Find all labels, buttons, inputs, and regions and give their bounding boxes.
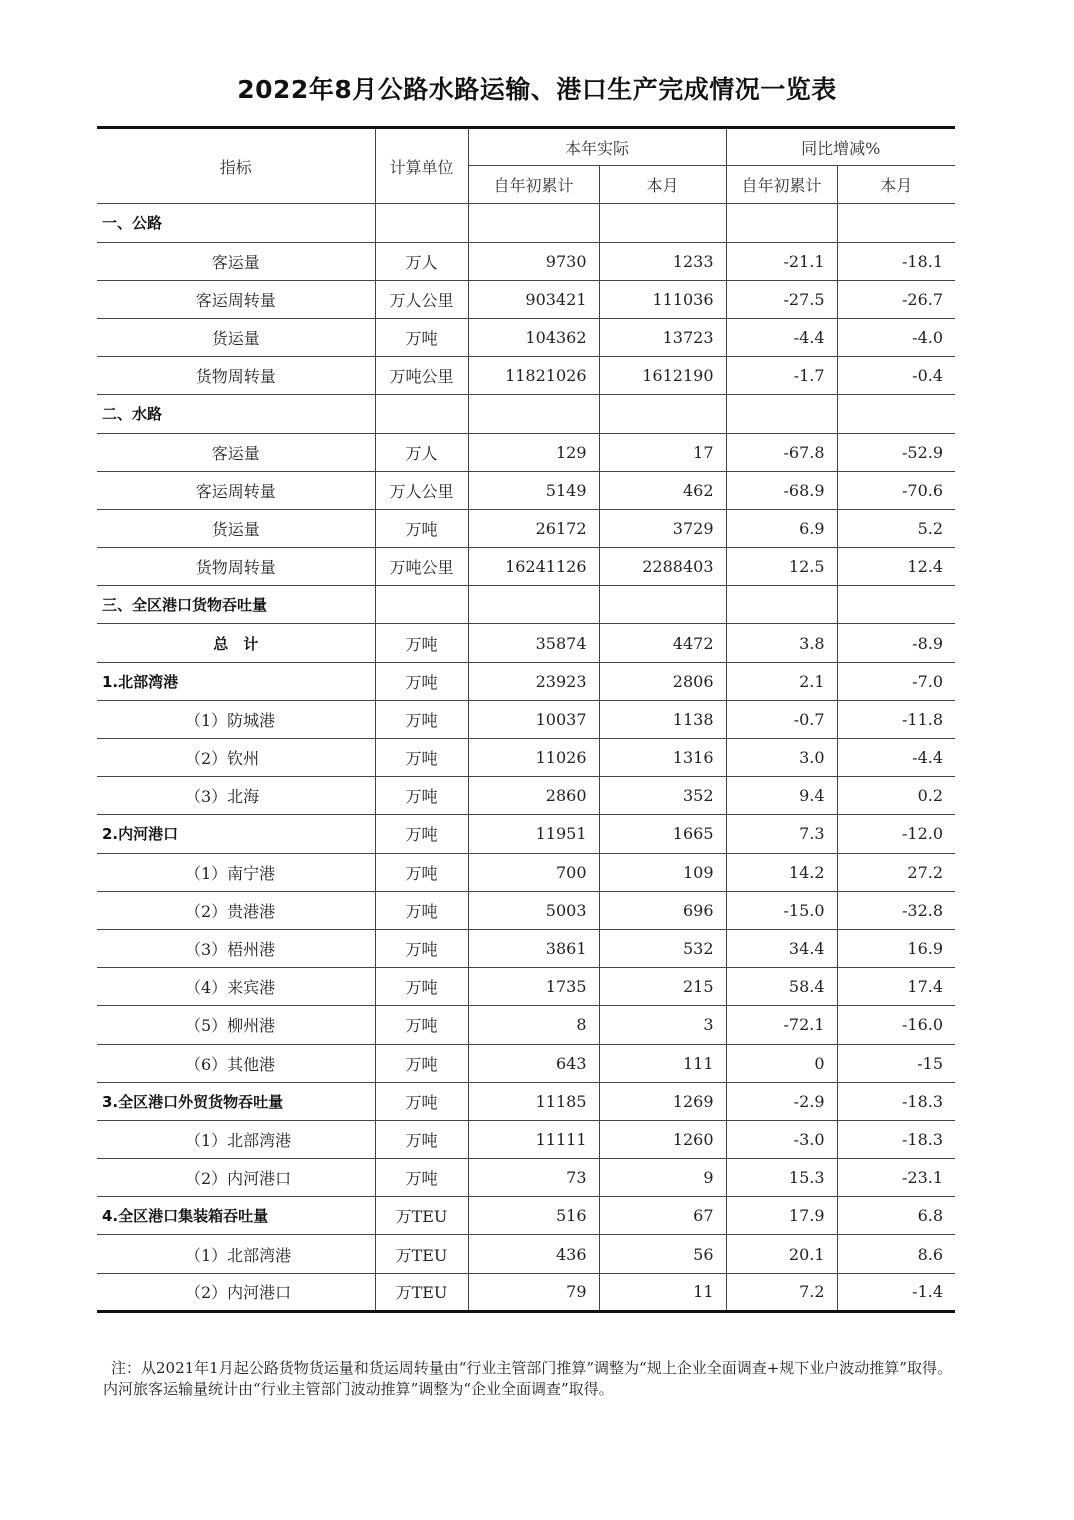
yoy-ytd-cell: 34.4 — [726, 929, 837, 967]
unit-cell: 万吨公里 — [375, 357, 468, 395]
yoy-month-cell: -52.9 — [837, 433, 955, 471]
indicator-cell: （4）来宾港 — [97, 968, 375, 1006]
yoy-month-cell: -0.4 — [837, 357, 955, 395]
unit-cell: 万吨 — [375, 318, 468, 356]
month-cell — [599, 395, 726, 433]
yoy-month-cell: -11.8 — [837, 700, 955, 738]
indicator-cell: 货物周转量 — [97, 357, 375, 395]
yoy-ytd-cell: -27.5 — [726, 280, 837, 318]
table-row — [97, 1235, 955, 1273]
header-unit: 计算单位 — [375, 128, 468, 204]
month-cell: 1260 — [599, 1120, 726, 1158]
unit-cell: 万吨公里 — [375, 548, 468, 586]
month-cell: 109 — [599, 853, 726, 891]
month-cell: 532 — [599, 929, 726, 967]
month-cell: 1269 — [599, 1082, 726, 1120]
section-heading: 一、公路 — [97, 204, 375, 242]
section-row — [97, 395, 955, 433]
header-yoy-ytd: 自年初累计 — [726, 166, 837, 204]
yoy-ytd-cell — [726, 586, 837, 624]
table-row — [97, 1006, 955, 1044]
yoy-month-cell: -12.0 — [837, 815, 955, 853]
month-cell: 3729 — [599, 509, 726, 547]
yoy-month-cell: -4.0 — [837, 318, 955, 356]
unit-cell: 万吨 — [375, 1159, 468, 1197]
ytd-cell: 11111 — [468, 1120, 599, 1158]
yoy-month-cell — [837, 395, 955, 433]
ytd-cell: 8 — [468, 1006, 599, 1044]
yoy-ytd-cell: 7.2 — [726, 1273, 837, 1311]
indicator-cell: 总 计 — [97, 624, 375, 662]
ytd-cell: 23923 — [468, 662, 599, 700]
unit-cell: 万吨 — [375, 891, 468, 929]
unit-cell: 万吨 — [375, 815, 468, 853]
table-row — [97, 548, 955, 586]
yoy-ytd-cell: 3.0 — [726, 739, 837, 777]
yoy-month-cell: -26.7 — [837, 280, 955, 318]
yoy-month-cell: 16.9 — [837, 929, 955, 967]
header-yoy-group: 同比增减% — [726, 128, 955, 166]
yoy-ytd-cell — [726, 204, 837, 242]
table-row — [97, 357, 955, 395]
yoy-month-cell: 6.8 — [837, 1197, 955, 1235]
ytd-cell: 436 — [468, 1235, 599, 1273]
indicator-cell: （2）内河港口 — [97, 1159, 375, 1197]
table-row — [97, 662, 955, 700]
yoy-ytd-cell: 14.2 — [726, 853, 837, 891]
ytd-cell: 104362 — [468, 318, 599, 356]
unit-cell: 万吨 — [375, 739, 468, 777]
ytd-cell: 643 — [468, 1044, 599, 1082]
ytd-cell: 26172 — [468, 509, 599, 547]
indicator-cell: 4.全区港口集装箱吞吐量 — [97, 1197, 375, 1235]
month-cell: 696 — [599, 891, 726, 929]
unit-cell: 万吨 — [375, 1006, 468, 1044]
ytd-cell — [468, 586, 599, 624]
indicator-cell: （3）北海 — [97, 777, 375, 815]
ytd-cell: 11821026 — [468, 357, 599, 395]
yoy-ytd-cell: 7.3 — [726, 815, 837, 853]
month-cell: 56 — [599, 1235, 726, 1273]
month-cell: 1665 — [599, 815, 726, 853]
yoy-month-cell: -16.0 — [837, 1006, 955, 1044]
unit-cell: 万吨 — [375, 1044, 468, 1082]
month-cell: 352 — [599, 777, 726, 815]
unit-cell: 万TEU — [375, 1235, 468, 1273]
month-cell: 1316 — [599, 739, 726, 777]
table-header — [97, 128, 955, 204]
ytd-cell: 903421 — [468, 280, 599, 318]
table-row — [97, 1120, 955, 1158]
yoy-month-cell: -18.3 — [837, 1082, 955, 1120]
unit-cell: 万TEU — [375, 1197, 468, 1235]
month-cell: 2806 — [599, 662, 726, 700]
unit-cell: 万人公里 — [375, 280, 468, 318]
unit-cell: 万吨 — [375, 777, 468, 815]
section-heading: 二、水路 — [97, 395, 375, 433]
month-cell: 1233 — [599, 242, 726, 280]
table-row — [97, 1273, 955, 1311]
indicator-cell: 货物周转量 — [97, 548, 375, 586]
month-cell: 4472 — [599, 624, 726, 662]
ytd-cell: 79 — [468, 1273, 599, 1311]
yoy-month-cell: 0.2 — [837, 777, 955, 815]
yoy-ytd-cell: 0 — [726, 1044, 837, 1082]
unit-cell: 万吨 — [375, 700, 468, 738]
ytd-cell — [468, 204, 599, 242]
unit-cell: 万吨 — [375, 624, 468, 662]
indicator-cell: 货运量 — [97, 318, 375, 356]
unit-cell: 万人公里 — [375, 471, 468, 509]
yoy-ytd-cell: 9.4 — [726, 777, 837, 815]
month-cell: 215 — [599, 968, 726, 1006]
month-cell: 111036 — [599, 280, 726, 318]
table-row — [97, 624, 955, 662]
indicator-cell: （2）钦州 — [97, 739, 375, 777]
yoy-ytd-cell: 6.9 — [726, 509, 837, 547]
indicator-cell: （5）柳州港 — [97, 1006, 375, 1044]
header-actual-group: 本年实际 — [468, 128, 726, 166]
ytd-cell: 5003 — [468, 891, 599, 929]
table-row — [97, 1159, 955, 1197]
unit-cell — [375, 204, 468, 242]
yoy-ytd-cell: 58.4 — [726, 968, 837, 1006]
month-cell: 67 — [599, 1197, 726, 1235]
unit-cell: 万吨 — [375, 968, 468, 1006]
yoy-month-cell: -4.4 — [837, 739, 955, 777]
yoy-month-cell: -18.3 — [837, 1120, 955, 1158]
table-body — [97, 204, 955, 1311]
table-row — [97, 700, 955, 738]
yoy-ytd-cell: 12.5 — [726, 548, 837, 586]
section-row — [97, 586, 955, 624]
month-cell — [599, 204, 726, 242]
table-row — [97, 1082, 955, 1120]
table-row — [97, 318, 955, 356]
indicator-cell: 货运量 — [97, 509, 375, 547]
yoy-month-cell: -18.1 — [837, 242, 955, 280]
table-row — [97, 929, 955, 967]
indicator-cell: （1）南宁港 — [97, 853, 375, 891]
yoy-ytd-cell: -67.8 — [726, 433, 837, 471]
yoy-ytd-cell: 20.1 — [726, 1235, 837, 1273]
section-row — [97, 204, 955, 242]
indicator-cell: 客运周转量 — [97, 280, 375, 318]
indicator-cell: （6）其他港 — [97, 1044, 375, 1082]
ytd-cell: 9730 — [468, 242, 599, 280]
yoy-month-cell: -7.0 — [837, 662, 955, 700]
yoy-month-cell: -15 — [837, 1044, 955, 1082]
ytd-cell: 1735 — [468, 968, 599, 1006]
header-yoy-month: 本月 — [837, 166, 955, 204]
statistics-table — [97, 126, 955, 1313]
yoy-month-cell: 5.2 — [837, 509, 955, 547]
ytd-cell: 11026 — [468, 739, 599, 777]
indicator-cell: （3）梧州港 — [97, 929, 375, 967]
yoy-ytd-cell: -3.0 — [726, 1120, 837, 1158]
indicator-cell: （1）北部湾港 — [97, 1120, 375, 1158]
ytd-cell: 11951 — [468, 815, 599, 853]
month-cell: 13723 — [599, 318, 726, 356]
table-row — [97, 1044, 955, 1082]
yoy-ytd-cell: -0.7 — [726, 700, 837, 738]
header-ytd: 自年初累计 — [468, 166, 599, 204]
ytd-cell: 700 — [468, 853, 599, 891]
yoy-ytd-cell — [726, 395, 837, 433]
yoy-ytd-cell: -72.1 — [726, 1006, 837, 1044]
unit-cell: 万吨 — [375, 1120, 468, 1158]
yoy-month-cell: 8.6 — [837, 1235, 955, 1273]
yoy-month-cell: 12.4 — [837, 548, 955, 586]
yoy-ytd-cell: 2.1 — [726, 662, 837, 700]
indicator-cell: 1.北部湾港 — [97, 662, 375, 700]
yoy-month-cell: -1.4 — [837, 1273, 955, 1311]
table-row — [97, 739, 955, 777]
indicator-cell: 3.全区港口外贸货物吞吐量 — [97, 1082, 375, 1120]
unit-cell — [375, 586, 468, 624]
table-row — [97, 891, 955, 929]
table-row — [97, 242, 955, 280]
table-row — [97, 853, 955, 891]
indicator-cell: 客运量 — [97, 242, 375, 280]
ytd-cell: 73 — [468, 1159, 599, 1197]
month-cell: 1138 — [599, 700, 726, 738]
yoy-ytd-cell: 3.8 — [726, 624, 837, 662]
yoy-month-cell: 17.4 — [837, 968, 955, 1006]
yoy-ytd-cell: -2.9 — [726, 1082, 837, 1120]
unit-cell: 万吨 — [375, 929, 468, 967]
unit-cell — [375, 395, 468, 433]
table-row — [97, 280, 955, 318]
ytd-cell: 11185 — [468, 1082, 599, 1120]
indicator-cell: （1）北部湾港 — [97, 1235, 375, 1273]
yoy-month-cell: -32.8 — [837, 891, 955, 929]
table-row — [97, 1197, 955, 1235]
ytd-cell: 35874 — [468, 624, 599, 662]
ytd-cell: 3861 — [468, 929, 599, 967]
yoy-ytd-cell: 17.9 — [726, 1197, 837, 1235]
ytd-cell: 16241126 — [468, 548, 599, 586]
table-row — [97, 509, 955, 547]
yoy-month-cell — [837, 586, 955, 624]
month-cell — [599, 586, 726, 624]
unit-cell: 万吨 — [375, 853, 468, 891]
ytd-cell: 516 — [468, 1197, 599, 1235]
table-row — [97, 433, 955, 471]
month-cell: 462 — [599, 471, 726, 509]
header-indicator: 指标 — [97, 128, 375, 204]
unit-cell: 万吨 — [375, 662, 468, 700]
ytd-cell: 129 — [468, 433, 599, 471]
month-cell: 9 — [599, 1159, 726, 1197]
table-row — [97, 471, 955, 509]
yoy-ytd-cell: -68.9 — [726, 471, 837, 509]
yoy-month-cell: 27.2 — [837, 853, 955, 891]
indicator-cell: 客运周转量 — [97, 471, 375, 509]
yoy-ytd-cell: -21.1 — [726, 242, 837, 280]
month-cell: 1612190 — [599, 357, 726, 395]
page-title: 2022年8月公路水路运输、港口生产完成情况一览表 — [237, 75, 837, 104]
month-cell: 17 — [599, 433, 726, 471]
footnote: 注：从2021年1月起公路货物货运量和货运周转量由“行业主管部门推算”调整为“规上企业全面调查+规下业户波动推算”取得。内河旅客运输量统计由“行业主管部门波动推算”调整为“企业全面调查”取得。 — [103, 1359, 952, 1398]
indicator-cell: 客运量 — [97, 433, 375, 471]
table-row — [97, 968, 955, 1006]
table-row — [97, 777, 955, 815]
yoy-ytd-cell: -15.0 — [726, 891, 837, 929]
month-cell: 111 — [599, 1044, 726, 1082]
yoy-ytd-cell: 15.3 — [726, 1159, 837, 1197]
unit-cell: 万人 — [375, 433, 468, 471]
yoy-month-cell: -70.6 — [837, 471, 955, 509]
month-cell: 11 — [599, 1273, 726, 1311]
ytd-cell — [468, 395, 599, 433]
yoy-ytd-cell: -4.4 — [726, 318, 837, 356]
unit-cell: 万吨 — [375, 509, 468, 547]
ytd-cell: 5149 — [468, 471, 599, 509]
ytd-cell: 2860 — [468, 777, 599, 815]
month-cell: 3 — [599, 1006, 726, 1044]
indicator-cell: （2）贵港港 — [97, 891, 375, 929]
indicator-cell: （2）内河港口 — [97, 1273, 375, 1311]
header-month: 本月 — [599, 166, 726, 204]
yoy-month-cell — [837, 204, 955, 242]
indicator-cell: （1）防城港 — [97, 700, 375, 738]
month-cell: 2288403 — [599, 548, 726, 586]
unit-cell: 万人 — [375, 242, 468, 280]
table-row — [97, 815, 955, 853]
yoy-month-cell: -23.1 — [837, 1159, 955, 1197]
indicator-cell: 2.内河港口 — [97, 815, 375, 853]
ytd-cell: 10037 — [468, 700, 599, 738]
section-heading: 三、全区港口货物吞吐量 — [97, 586, 375, 624]
unit-cell: 万吨 — [375, 1082, 468, 1120]
yoy-ytd-cell: -1.7 — [726, 357, 837, 395]
yoy-month-cell: -8.9 — [837, 624, 955, 662]
unit-cell: 万TEU — [375, 1273, 468, 1311]
